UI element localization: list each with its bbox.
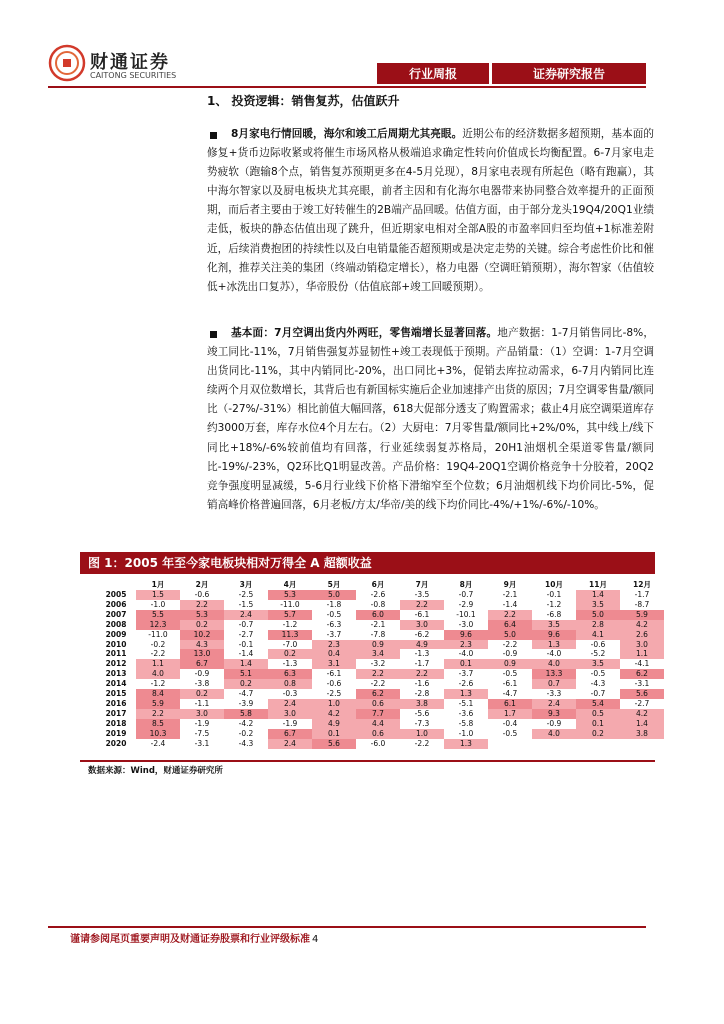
heatmap-cell: 10.3 bbox=[136, 729, 180, 739]
figure-source: 数据来源：Wind，财通证券研究所 bbox=[88, 766, 223, 776]
heatmap-cell: -4.1 bbox=[634, 659, 650, 669]
heatmap-cell: -8.7 bbox=[634, 599, 650, 609]
heatmap-cell: 1.4 bbox=[576, 590, 620, 600]
heatmap-cell: -7.5 bbox=[194, 728, 210, 738]
heatmap-cell: 4.9 bbox=[312, 719, 356, 729]
heatmap-cell: 0.5 bbox=[576, 709, 620, 719]
heatmap-row bbox=[96, 689, 664, 699]
heatmap-cell: 6.1 bbox=[488, 699, 532, 709]
heatmap-cell: -7.8 bbox=[370, 629, 386, 639]
heatmap-cell: -11.0 bbox=[280, 599, 300, 609]
heatmap-cell: -1.0 bbox=[458, 728, 474, 738]
heatmap-cell: 12.3 bbox=[136, 620, 180, 630]
heatmap-cell: 5.4 bbox=[576, 699, 620, 709]
heatmap-cell: 4.1 bbox=[576, 630, 620, 640]
heatmap-row bbox=[96, 739, 664, 749]
heatmap-cell: 1.1 bbox=[620, 649, 664, 659]
heatmap-cell: -6.0 bbox=[370, 738, 386, 748]
heatmap-cell: -0.4 bbox=[502, 718, 518, 728]
heatmap-cell: -4.7 bbox=[238, 689, 254, 699]
heatmap-cell: -1.2 bbox=[546, 599, 562, 609]
heatmap-cell: -1.7 bbox=[414, 659, 430, 669]
heatmap-cell: 3.5 bbox=[576, 600, 620, 610]
heatmap-cell: 0.1 bbox=[444, 659, 488, 669]
heatmap-cell: -1.2 bbox=[150, 679, 166, 689]
heatmap-cell: -7.0 bbox=[282, 639, 298, 649]
heatmap-cell: 5.0 bbox=[576, 610, 620, 620]
heatmap-cell: -3.1 bbox=[194, 738, 210, 748]
heatmap-cell: 0.2 bbox=[576, 729, 620, 739]
heatmap-month-label: 11月 bbox=[589, 579, 607, 589]
page-number: 4 bbox=[312, 934, 319, 945]
heatmap-cell: 1.0 bbox=[400, 729, 444, 739]
heatmap-cell: -0.7 bbox=[590, 689, 606, 699]
heatmap-cell: 1.7 bbox=[488, 709, 532, 719]
footer bbox=[70, 930, 318, 945]
heatmap-cell: -6.1 bbox=[502, 679, 518, 689]
heatmap-cell: -2.2 bbox=[502, 639, 518, 649]
heatmap-cell: 0.9 bbox=[356, 640, 400, 650]
heatmap-cell: -4.7 bbox=[502, 689, 518, 699]
heatmap-cell: 0.2 bbox=[180, 620, 224, 630]
heatmap-cell: 2.4 bbox=[224, 610, 268, 620]
heatmap-cell: 6.0 bbox=[356, 610, 400, 620]
logo-text-en: CAITONG SECURITIES bbox=[90, 71, 177, 80]
heatmap-year-label: 2012 bbox=[105, 659, 127, 669]
heatmap-cell: 0.8 bbox=[268, 679, 312, 689]
heatmap-cell: -2.5 bbox=[326, 689, 342, 699]
heatmap-corner bbox=[96, 578, 136, 590]
heatmap-cell: -4.0 bbox=[458, 649, 474, 659]
heatmap-cell: 5.0 bbox=[488, 630, 532, 640]
heatmap-cell: 4.2 bbox=[620, 620, 664, 630]
heatmap-row bbox=[96, 669, 664, 679]
heatmap-cell: 2.2 bbox=[400, 600, 444, 610]
heatmap-cell: -1.4 bbox=[502, 599, 518, 609]
heatmap-cell: 5.3 bbox=[268, 590, 312, 600]
heatmap-year-label: 2015 bbox=[105, 689, 127, 699]
heatmap-cell: 2.2 bbox=[136, 709, 180, 719]
heatmap-cell: -4.3 bbox=[238, 738, 254, 748]
heatmap-cell: -3.9 bbox=[238, 698, 254, 708]
heatmap-row bbox=[96, 640, 664, 650]
heatmap-row bbox=[96, 699, 664, 709]
heatmap-cell: -0.2 bbox=[150, 639, 166, 649]
heatmap-cell: 0.1 bbox=[576, 719, 620, 729]
heatmap-cell: -5.8 bbox=[458, 718, 474, 728]
heatmap-cell: -6.3 bbox=[326, 619, 342, 629]
heatmap-cell: 8.4 bbox=[136, 689, 180, 699]
heatmap-cell: -2.1 bbox=[370, 619, 386, 629]
heatmap-cell: -6.2 bbox=[414, 629, 430, 639]
heatmap-cell: -1.9 bbox=[282, 718, 298, 728]
heatmap-row bbox=[96, 709, 664, 719]
heatmap-cell: -6.1 bbox=[326, 669, 342, 679]
header-tabs bbox=[377, 63, 646, 84]
heatmap-cell: 0.1 bbox=[312, 729, 356, 739]
heatmap-cell: -6.8 bbox=[546, 609, 562, 619]
heatmap-cell: 0.2 bbox=[180, 689, 224, 699]
heatmap-cell: -1.8 bbox=[326, 599, 342, 609]
heatmap-cell: 6.7 bbox=[268, 729, 312, 739]
heatmap-cell: -2.2 bbox=[414, 738, 430, 748]
heatmap-cell: 2.4 bbox=[532, 699, 576, 709]
heatmap-year-label: 2017 bbox=[105, 708, 127, 718]
heatmap-row bbox=[96, 649, 664, 659]
heatmap-cell: -3.8 bbox=[194, 679, 210, 689]
heatmap-cell: 1.5 bbox=[136, 590, 180, 600]
heatmap-cell: -0.7 bbox=[458, 590, 474, 599]
heatmap-cell: -0.5 bbox=[502, 728, 518, 738]
heatmap-cell: -2.2 bbox=[150, 649, 166, 659]
heatmap-month-label: 9月 bbox=[503, 579, 517, 589]
heatmap-cell: 6.3 bbox=[268, 669, 312, 679]
heatmap-cell: 0.2 bbox=[268, 649, 312, 659]
heatmap-cell: -1.9 bbox=[194, 718, 210, 728]
heatmap-cell: -0.5 bbox=[326, 609, 342, 619]
heatmap-cell: 5.3 bbox=[180, 610, 224, 620]
heatmap-cell: 2.4 bbox=[268, 699, 312, 709]
heatmap-cell: -3.6 bbox=[458, 708, 474, 718]
heatmap-row bbox=[96, 610, 664, 620]
heatmap-cell: 2.3 bbox=[444, 640, 488, 650]
heatmap-cell: -0.7 bbox=[238, 619, 254, 629]
heatmap-year-label: 2006 bbox=[105, 599, 127, 609]
heatmap-year-label: 2013 bbox=[105, 669, 127, 679]
heatmap-cell: 5.1 bbox=[224, 669, 268, 679]
heatmap-cell bbox=[576, 739, 620, 749]
heatmap-cell: -2.7 bbox=[634, 698, 650, 708]
heatmap-cell: -3.1 bbox=[634, 679, 650, 689]
heatmap-year-label: 2010 bbox=[105, 639, 127, 649]
paragraph-1-heading: 8月家电行情回暖，海尔和竣工后周期尤其亮眼。 bbox=[231, 128, 463, 140]
heatmap-cell: 2.6 bbox=[620, 630, 664, 640]
paragraph-2-body: 地产数据：1-7月销售同比-8%，竣工同比-11%，7月销售强复苏显韧性+竣工表现低于预期。产品销量：（1）空调：1-7月空调出货同比-11%，其中内销同比-20%，出口同比+3%，促销去库拉动需求，6-7月内销同比连续两个月双位数增长，其背后也有新国标实施后企业加速排产出货的原因；7月空调零售量/额同比（-27%/-31%）相比前值大幅回落，618大促部分透支了购置需求；截止4月底空调渠道库存约3000万套，库存水位4个月左右。（2）大厨电：7月零售量/额同比+2%/0%，其中线上/线下同比+18%/-6%较前值均有回落，行业延续弱复苏格局，20H1油烟机全渠道零售量/额同比-19%/-23%，Q2环比Q1明显改善。产品价格：19Q4-20Q1空调价格竞争十分胶着，20Q2竞争强度明显减缓，5-6月行业线下价格下滑缩窄至个位数；6月油烟机线下均价同比-5%，促销高峰价格普遍回落，6月老板/方太/华帝/美的线下均价同比-4%/+1%/-6%/-10%。 bbox=[207, 327, 654, 511]
heatmap-year-label: 2018 bbox=[105, 718, 127, 728]
heatmap-cell: -1.6 bbox=[414, 679, 430, 689]
heatmap-cell: -5.1 bbox=[458, 698, 474, 708]
heatmap-cell: 6.4 bbox=[488, 620, 532, 630]
heatmap-cell: 3.5 bbox=[576, 659, 620, 669]
heatmap-year-label: 2016 bbox=[105, 698, 127, 708]
heatmap-cell: 1.0 bbox=[312, 699, 356, 709]
paragraph-2-heading: 基本面：7月空调出货内外两旺，零售端增长显著回落。 bbox=[231, 327, 498, 339]
heatmap-cell: -4.0 bbox=[546, 649, 562, 659]
heatmap-row bbox=[96, 620, 664, 630]
heatmap-cell: -3.2 bbox=[370, 659, 386, 669]
heatmap-cell: -3.0 bbox=[458, 619, 474, 629]
heatmap-cell: 2.2 bbox=[488, 610, 532, 620]
heatmap-cell bbox=[488, 739, 532, 749]
heatmap-header-row bbox=[96, 578, 664, 590]
heatmap-cell: 0.4 bbox=[312, 649, 356, 659]
heatmap-cell: -4.3 bbox=[590, 679, 606, 689]
footer-notice: 谨请参阅尾页重要声明及财通证券股票和行业评级标准 bbox=[70, 934, 310, 945]
heatmap-row bbox=[96, 630, 664, 640]
heatmap-month-label: 4月 bbox=[283, 579, 297, 589]
heatmap-cell: -0.1 bbox=[546, 590, 562, 599]
heatmap-row bbox=[96, 659, 664, 669]
heatmap-cell: -0.9 bbox=[546, 718, 562, 728]
heatmap-cell: 4.0 bbox=[136, 669, 180, 679]
heatmap-cell: 5.9 bbox=[620, 610, 664, 620]
heatmap-cell: 3.5 bbox=[532, 620, 576, 630]
heatmap-cell: 1.4 bbox=[224, 659, 268, 669]
heatmap-cell: -0.9 bbox=[502, 649, 518, 659]
heatmap-row bbox=[96, 729, 664, 739]
heatmap-cell: -0.5 bbox=[502, 669, 518, 679]
heatmap-cell: 3.1 bbox=[312, 659, 356, 669]
heatmap-cell: 5.9 bbox=[136, 699, 180, 709]
heatmap-cell: 0.6 bbox=[356, 699, 400, 709]
heatmap-cell: 1.3 bbox=[444, 689, 488, 699]
heatmap-cell: 5.6 bbox=[620, 689, 664, 699]
heatmap-cell: -0.5 bbox=[590, 669, 606, 679]
heatmap-cell: -1.7 bbox=[634, 590, 650, 599]
heatmap-month-label: 10月 bbox=[545, 579, 563, 589]
heatmap-cell: -4.2 bbox=[238, 718, 254, 728]
heatmap-cell: 0.9 bbox=[488, 659, 532, 669]
heatmap-cell: 5.0 bbox=[312, 590, 356, 600]
heatmap-cell bbox=[620, 739, 664, 749]
heatmap-cell: -0.6 bbox=[590, 639, 606, 649]
heatmap-cell: 1.1 bbox=[136, 659, 180, 669]
heatmap-cell: -0.9 bbox=[194, 669, 210, 679]
heatmap-cell: 10.2 bbox=[180, 630, 224, 640]
heatmap-cell: 4.0 bbox=[532, 729, 576, 739]
heatmap-cell: -1.1 bbox=[194, 698, 210, 708]
heatmap-cell: 5.6 bbox=[312, 739, 356, 749]
heatmap-cell: 4.4 bbox=[356, 719, 400, 729]
heatmap-cell: -3.7 bbox=[326, 629, 342, 639]
heatmap-cell: 0.6 bbox=[356, 729, 400, 739]
heatmap-year-label: 2008 bbox=[105, 619, 127, 629]
heatmap-cell: -2.2 bbox=[370, 679, 386, 689]
heatmap-cell: -11.0 bbox=[148, 629, 168, 639]
paragraph-1-body: 近期公布的经济数据多超预期，基本面的修复+货币边际收紧或将催生市场风格从极端追求确定性转向价值成长均衡配置。6-7月家电走势疲软（跑输8个点，销售复苏预期更多在4-5月兑现），8月家电表现有所起色（略有跑赢），其中海尔智家以及厨电板块尤其亮眼，前者主因和有化海尔电器带来协同整合效率提升的正面预期，而后者主要由于竣工好转催生的2B端产品回暖。估值方面，由于部分龙头19Q4/20Q1业绩走低，板块的静态估值出现了跳升，但近期家电相对全部A股的市盈率回归至均值+1标准差附近，后续消费抱团的持续性以及白电销量能否超预期或是决定走势的关键。综合考虑性价比和催化剂，推荐关注美的集团（终端动销稳定增长），格力电器（空调旺销预期），海尔智家（估值较低+冰洗出口复苏），华帝股份（估值底部+竣工回暖预期）。 bbox=[207, 128, 654, 293]
heatmap-year-label: 2007 bbox=[105, 609, 127, 619]
heatmap-cell: 1.3 bbox=[532, 640, 576, 650]
heatmap-cell: 4.2 bbox=[620, 709, 664, 719]
heatmap-cell: 4.2 bbox=[312, 709, 356, 719]
heatmap-cell: -2.4 bbox=[150, 738, 166, 748]
heatmap-cell: -2.8 bbox=[414, 689, 430, 699]
heatmap-cell: 0.2 bbox=[224, 679, 268, 689]
heatmap-cell: 2.8 bbox=[576, 620, 620, 630]
heatmap-cell: 3.0 bbox=[620, 640, 664, 650]
heatmap-cell: 3.0 bbox=[180, 709, 224, 719]
report-category-label: 证券研究报告 bbox=[492, 63, 646, 84]
heatmap-cell: 4.9 bbox=[400, 640, 444, 650]
heatmap-cell: -7.3 bbox=[414, 718, 430, 728]
heatmap-cell: 2.4 bbox=[268, 739, 312, 749]
heatmap-cell: -1.3 bbox=[282, 659, 298, 669]
heatmap-cell: 3.0 bbox=[400, 620, 444, 630]
heatmap-cell: 2.2 bbox=[180, 600, 224, 610]
heatmap-cell: 1.4 bbox=[620, 719, 664, 729]
heatmap-cell: -0.6 bbox=[326, 679, 342, 689]
heatmap-month-label: 2月 bbox=[195, 579, 209, 589]
heatmap-cell: -2.5 bbox=[238, 590, 254, 599]
heatmap-cell: -0.8 bbox=[370, 599, 386, 609]
heatmap-cell: 9.6 bbox=[444, 630, 488, 640]
heatmap-year-label: 2011 bbox=[105, 649, 127, 659]
heatmap-cell: 8.5 bbox=[136, 719, 180, 729]
heatmap-cell: 9.6 bbox=[532, 630, 576, 640]
report-type-label: 行业周报 bbox=[377, 63, 489, 84]
heatmap-cell: -1.5 bbox=[238, 599, 254, 609]
company-logo bbox=[48, 44, 188, 86]
logo-text-cn: 财通证券 bbox=[90, 52, 170, 73]
heatmap-cell: -3.5 bbox=[414, 590, 430, 599]
paragraph-1 bbox=[207, 125, 654, 297]
heatmap-cell: 4.0 bbox=[532, 659, 576, 669]
heatmap-cell bbox=[532, 739, 576, 749]
heatmap-table bbox=[96, 578, 664, 749]
heatmap-month-label: 6月 bbox=[371, 579, 385, 589]
heatmap-month-label: 3月 bbox=[239, 579, 253, 589]
heatmap-row bbox=[96, 600, 664, 610]
heatmap-cell: 0.7 bbox=[532, 679, 576, 689]
heatmap-cell: -3.7 bbox=[458, 669, 474, 679]
heatmap-cell: 3.4 bbox=[356, 649, 400, 659]
heatmap-cell: 3.0 bbox=[268, 709, 312, 719]
heatmap-cell: 2.2 bbox=[400, 669, 444, 679]
heatmap-cell: -1.4 bbox=[238, 649, 254, 659]
heatmap-cell: 3.8 bbox=[620, 729, 664, 739]
heatmap-month-label: 8月 bbox=[459, 579, 473, 589]
heatmap-cell: 2.3 bbox=[312, 640, 356, 650]
heatmap-month-label: 1月 bbox=[151, 579, 165, 589]
figure-title: 图 1：2005 年至今家电板块相对万得全 A 超额收益 bbox=[80, 552, 655, 574]
heatmap-year-label: 2014 bbox=[105, 679, 127, 689]
heatmap-cell: 2.2 bbox=[356, 669, 400, 679]
heatmap-cell: 7.7 bbox=[356, 709, 400, 719]
heatmap-month-label: 12月 bbox=[633, 579, 651, 589]
heatmap-cell: 13.0 bbox=[180, 649, 224, 659]
heatmap-cell: 6.7 bbox=[180, 659, 224, 669]
heatmap-year-label: 2009 bbox=[105, 629, 127, 639]
heatmap-month-label: 7月 bbox=[415, 579, 429, 589]
header-divider bbox=[48, 86, 646, 88]
heatmap-cell: -0.6 bbox=[194, 590, 210, 599]
heatmap-body bbox=[96, 590, 664, 749]
heatmap-cell: -5.6 bbox=[414, 708, 430, 718]
heatmap-row bbox=[96, 719, 664, 729]
heatmap-cell: 1.3 bbox=[444, 739, 488, 749]
heatmap-cell: 6.2 bbox=[356, 689, 400, 699]
heatmap-cell: 4.3 bbox=[180, 640, 224, 650]
heatmap-year-label: 2019 bbox=[105, 728, 127, 738]
paragraph-2 bbox=[207, 324, 654, 515]
heatmap-cell: -10.1 bbox=[456, 609, 476, 619]
heatmap-cell: 11.3 bbox=[268, 630, 312, 640]
heatmap-cell: -2.7 bbox=[238, 629, 254, 639]
section-title: 1、 投资逻辑：销售复苏，估值跃升 bbox=[207, 94, 400, 108]
heatmap-cell: -6.1 bbox=[414, 609, 430, 619]
heatmap-year-label: 2020 bbox=[105, 738, 127, 748]
footer-divider bbox=[48, 926, 646, 928]
heatmap-cell: -2.6 bbox=[370, 590, 386, 599]
heatmap-cell: -3.3 bbox=[546, 689, 562, 699]
heatmap-cell: 5.7 bbox=[268, 610, 312, 620]
heatmap-cell: -1.0 bbox=[150, 599, 166, 609]
heatmap-cell: -2.9 bbox=[458, 599, 474, 609]
heatmap-cell: -0.1 bbox=[238, 639, 254, 649]
heatmap-cell: 5.8 bbox=[224, 709, 268, 719]
heatmap-cell: -1.3 bbox=[414, 649, 430, 659]
heatmap-cell: -0.3 bbox=[282, 689, 298, 699]
heatmap-row bbox=[96, 590, 664, 600]
heatmap-cell: 13.3 bbox=[532, 669, 576, 679]
heatmap-year-label: 2005 bbox=[105, 590, 127, 599]
heatmap-cell: -2.1 bbox=[502, 590, 518, 599]
heatmap-cell: 5.5 bbox=[136, 610, 180, 620]
heatmap-cell: -1.2 bbox=[282, 619, 298, 629]
heatmap-cell: -0.2 bbox=[238, 728, 254, 738]
heatmap-month-label: 5月 bbox=[327, 579, 341, 589]
heatmap-cell: 9.3 bbox=[532, 709, 576, 719]
heatmap-cell: -5.2 bbox=[590, 649, 606, 659]
heatmap-cell: -2.6 bbox=[458, 679, 474, 689]
logo-emblem-icon bbox=[48, 44, 86, 82]
heatmap-cell: 6.2 bbox=[620, 669, 664, 679]
figure-divider bbox=[80, 760, 655, 762]
heatmap-row bbox=[96, 679, 664, 689]
heatmap-cell: 3.8 bbox=[400, 699, 444, 709]
